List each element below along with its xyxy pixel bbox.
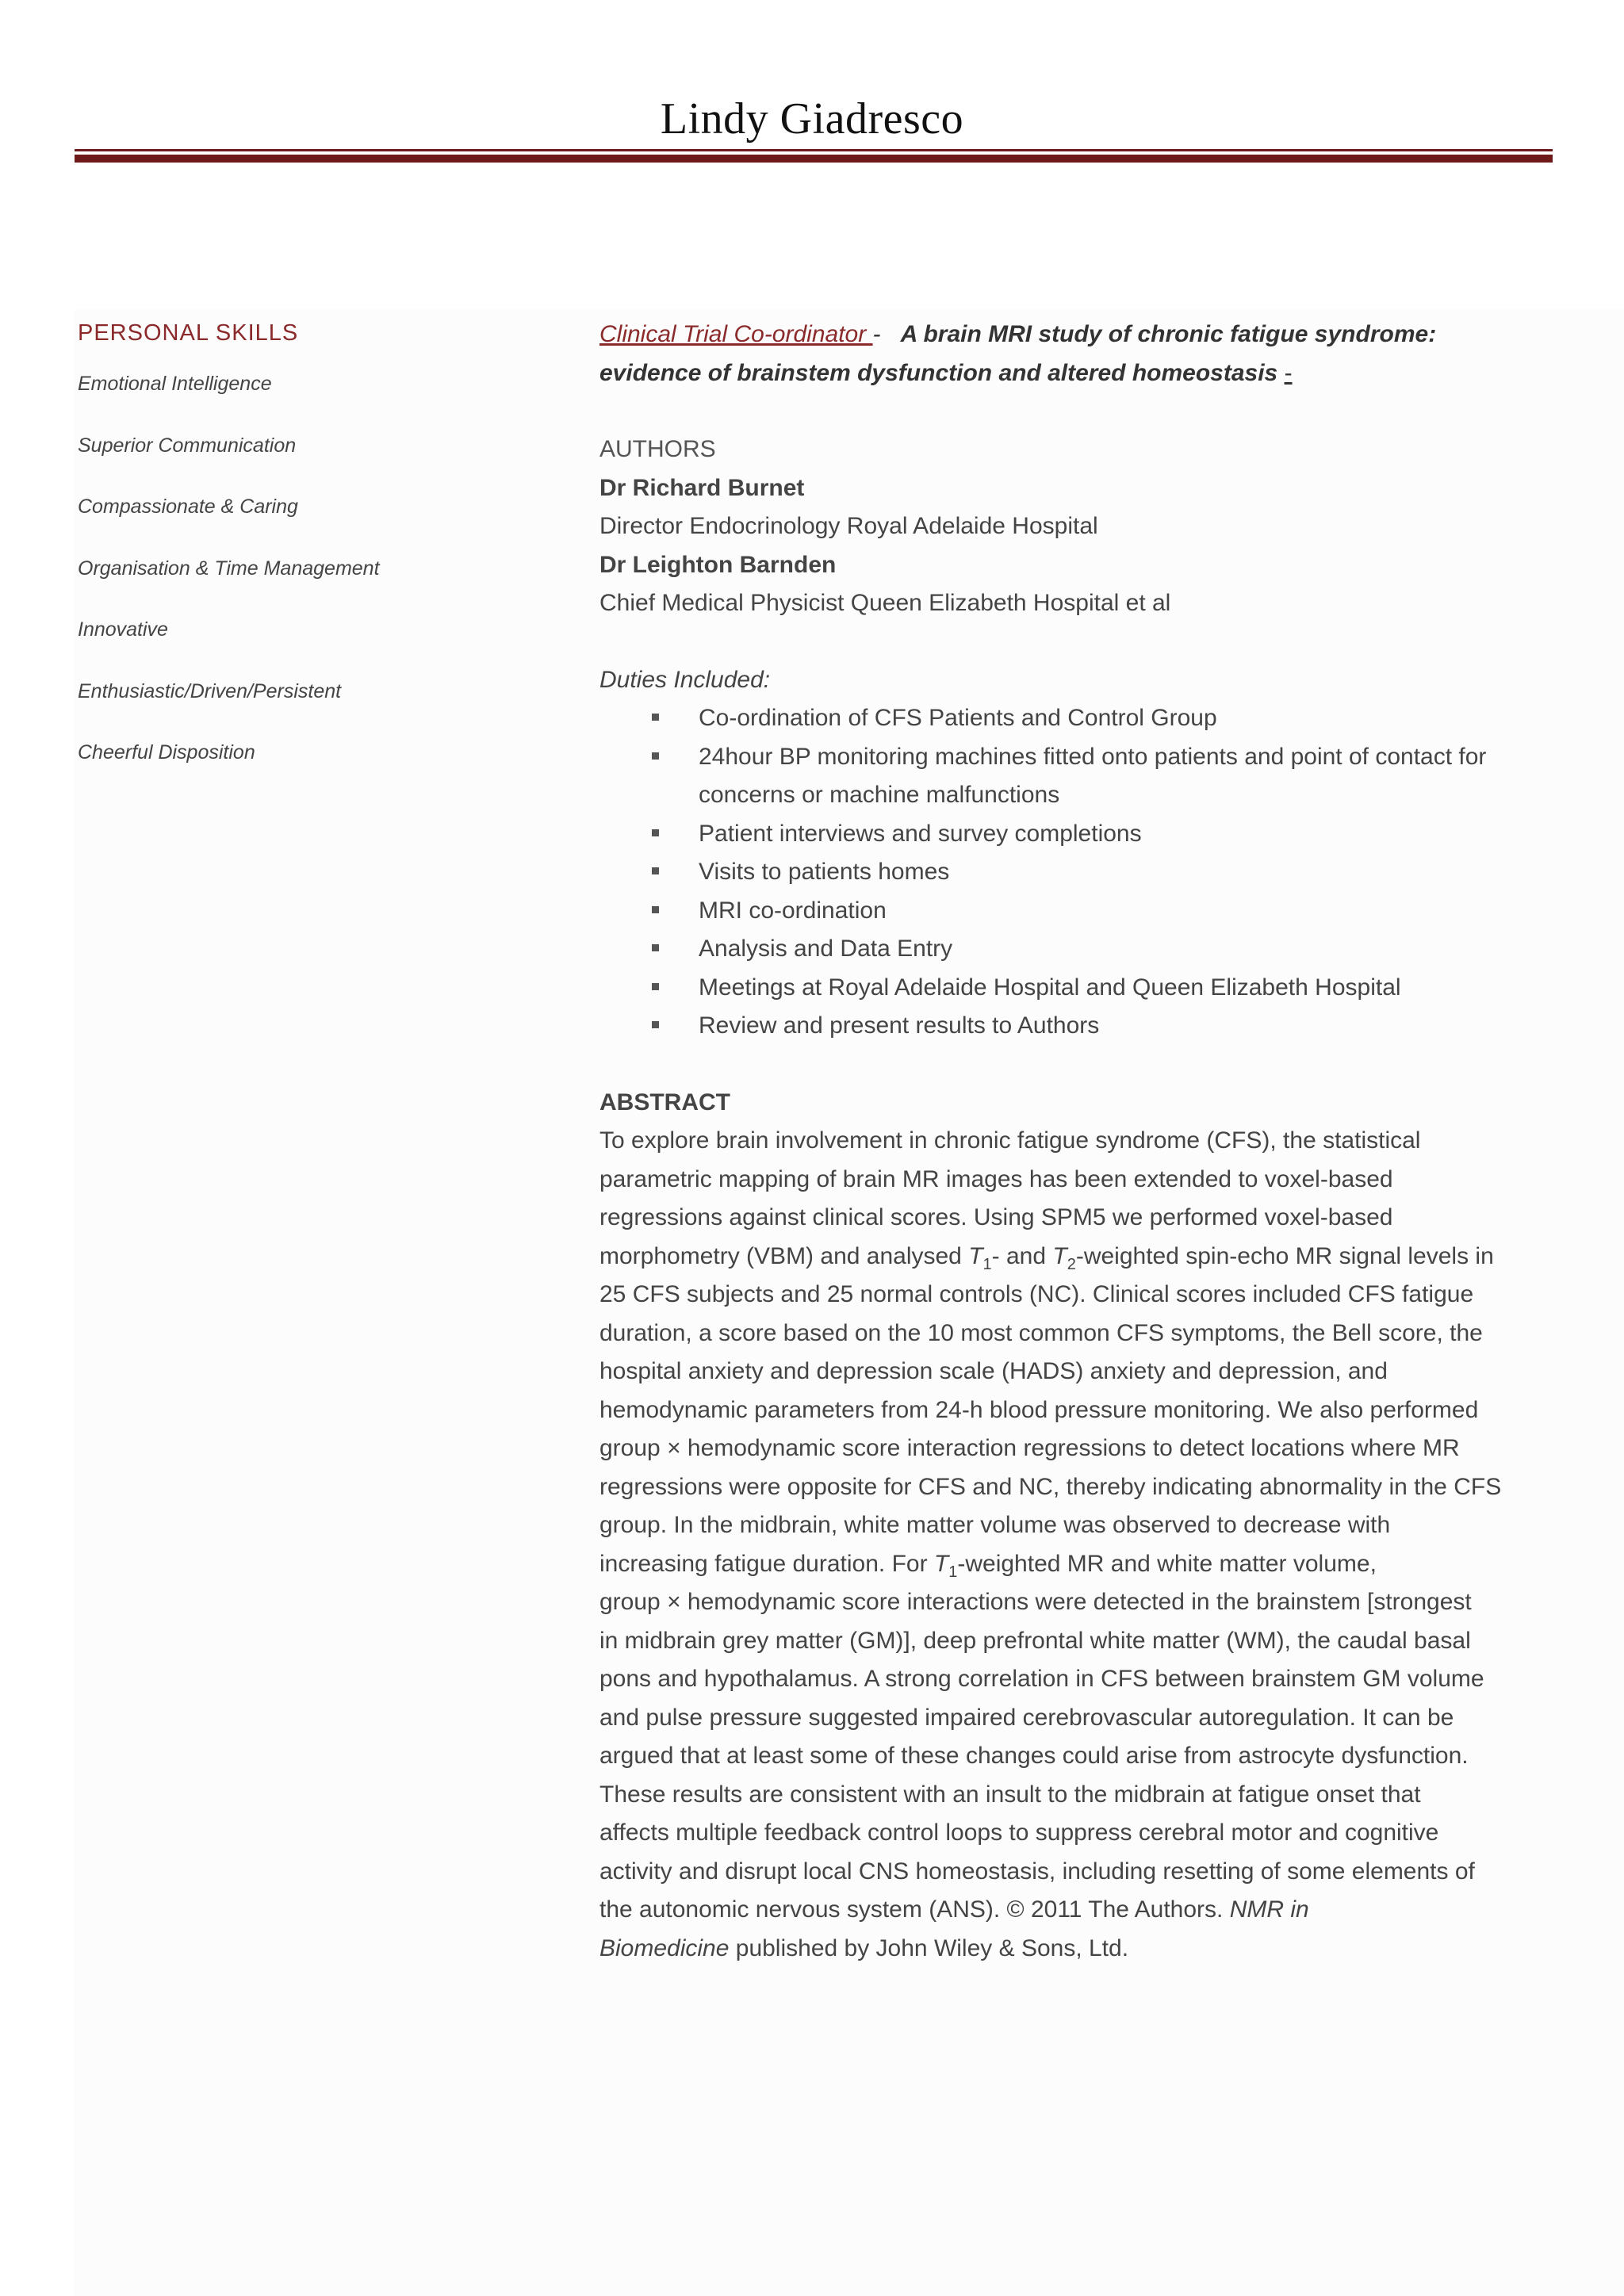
skill-item: Cheerful Disposition: [78, 741, 255, 763]
duty-item: Patient interviews and survey completions: [599, 815, 1551, 854]
abstract-body: To explore brain involvement in chronic fatigue syndrome (CFS), the statistical parametric mapping of brain MR images has been extended to voxel-based regressions against clinical scores. Using SPM5 we performed voxel-based morphometry (VBM) and analysed $T_1-$ and $T_2$-weighted spin-echo MR signal levels in 25 CFS subjects and 25 normal controls (NC). Clinical scores included CFS fatigue duration, a score based on the 10 most common CFS symptoms, the Bell score, the hospital anxiety and depression scale (HADS) anxiety and depression, and hemodynamic parameters from 24-h blood pressure monitoring. We also performed group × hemodynamic score interaction regressions to detect locations where MR regressions were opposite for CFS and NC, thereby indicating abnormality in the CFS group. In the midbrain, white matter volume was observed to decrease with increasing fatigue duration. For $T_1$-weighted MR and white matter volume, group × hemodynamic score interactions were detected in the brainstem [strongest in midbrain grey matter (GM)], deep prefrontal white matter (WM), the caudal basal pons and hypothalamus. A strong correlation in CFS between brainstem GM volume and pulse pressure suggested impaired cerebrovascular autoregulation. It can be argued that at least some of these changes could arise from astrocyte dysfunction. These results are consistent with an insult to the midbrain at fatigue onset that affects multiple feedback control loops to suppress cerebral motor and cognitive activity and disrupt local CNS homeostasis, including resetting of some elements of the autonomic nervous system (ANS). © 2011 The Authors. NMR in Biomedicine published by John Wiley & Sons, Ltd.: [599, 1127, 1502, 1961]
bullet-icon: [652, 1021, 659, 1028]
study-title-part-1: A brain MRI study of chronic fatigue syndrome:: [900, 321, 1437, 347]
bullet-icon: [652, 829, 659, 836]
author-role: Chief Medical Physicist Queen Elizabeth Hospital et al: [599, 590, 1171, 616]
skills-sidebar: [78, 317, 553, 800]
bullet-icon: [652, 867, 659, 874]
bullet-icon: [652, 906, 659, 913]
abstract-heading: ABSTRACT: [599, 1089, 730, 1115]
duty-item: Review and present results to Authors: [599, 1007, 1551, 1046]
author-name: Dr Leighton Barnden: [599, 551, 837, 578]
study-title-part-2: evidence of brainstem dysfunction and altered homeostasis: [599, 359, 1285, 386]
skill-item: Compassionate & Caring: [78, 496, 298, 518]
bullet-icon: [652, 714, 659, 721]
duty-item: 24hour BP monitoring machines fitted onto patients and point of contact for concerns or machine malfunctions: [599, 738, 1551, 815]
header-rule-thick: [75, 155, 1553, 163]
skill-item: Enthusiastic/Driven/Persistent: [78, 679, 342, 702]
duty-item: Analysis and Data Entry: [599, 930, 1551, 969]
duty-item: Co-ordination of CFS Patients and Control Group: [599, 699, 1551, 738]
skill-item: Superior Communication: [78, 434, 297, 457]
title-trailing-dash: -: [1284, 359, 1293, 386]
bullet-icon: [652, 983, 659, 990]
position-title-line-2: [599, 354, 1551, 393]
resume-name: Lindy Giadresco: [660, 94, 964, 144]
duty-item: Meetings at Royal Adelaide Hospital and Queen Elizabeth Hospital: [599, 969, 1551, 1008]
bullet-icon: [652, 752, 659, 760]
main-content: [599, 316, 1551, 1968]
skill-item: Innovative: [78, 618, 168, 641]
duty-item: Visits to patients homes: [599, 853, 1551, 892]
duties-label: Duties Included:: [599, 666, 771, 693]
role-link[interactable]: Clinical Trial Co-ordinator: [599, 321, 873, 347]
bullet-icon: [652, 944, 659, 951]
duties-list: [599, 699, 1551, 1046]
authors-label: AUTHORS: [599, 436, 716, 462]
position-title-line-1: [599, 316, 1551, 354]
role-separator: -: [872, 321, 881, 347]
skill-item: Emotional Intelligence: [78, 373, 272, 395]
duty-item: MRI co-ordination: [599, 892, 1551, 931]
skills-heading: PERSONAL SKILLS: [78, 320, 299, 346]
skill-item: Organisation & Time Management: [78, 557, 380, 580]
author-name: Dr Richard Burnet: [599, 474, 805, 501]
author-role: Director Endocrinology Royal Adelaide Hospital: [599, 513, 1098, 539]
header-rule-thin: [75, 149, 1553, 151]
